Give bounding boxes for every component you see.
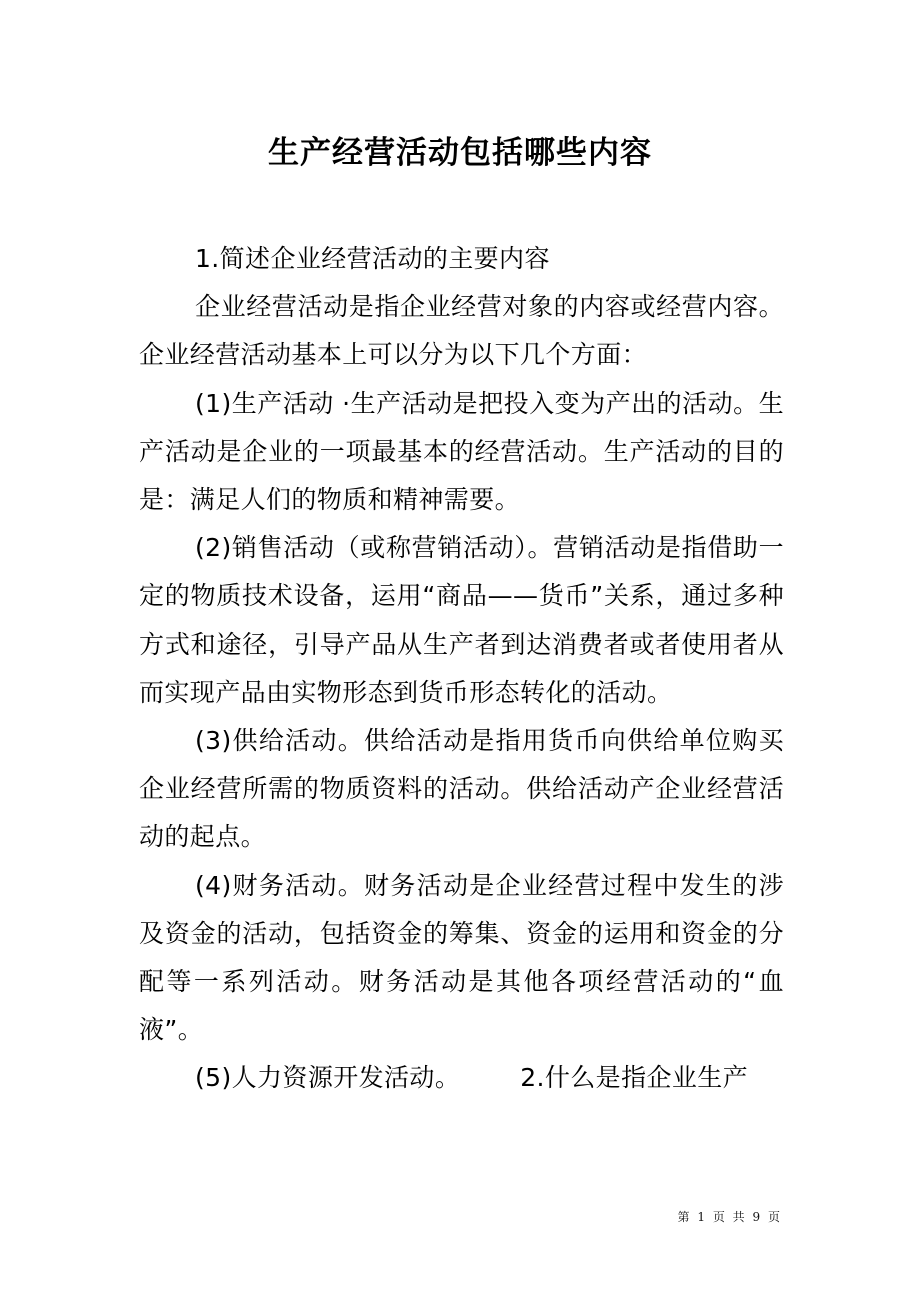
document-body [139, 235, 784, 1103]
footer-suffix: 页 [767, 1210, 782, 1224]
paragraph-7 [139, 1054, 784, 1102]
footer-prefix: 第 [677, 1210, 692, 1224]
page-number-footer [678, 1208, 782, 1226]
footer-page-number: 1 [697, 1210, 708, 1224]
footer-middle: 页 共 [712, 1210, 747, 1224]
paragraph-1: 1.简述企业经营活动的主要内容 [195, 244, 550, 273]
document-title: 生产经营活动包括哪些内容 [268, 135, 652, 171]
paragraph-7-part-2: 2.什么是指企业生产 [520, 1063, 749, 1093]
paragraph-2: 企业经营活动是指企业经营对象的内容或经营内容。企业经营活动基本上可以分为以下几个方面： [139, 292, 784, 370]
paragraph-6: (4)财务活动。财务活动是企业经营过程中发生的涉及资金的活动，包括资金的筹集、资金的运用和资金的分配等一系列活动。财务活动是其他各项经营活动的“血液”。 [139, 870, 784, 1045]
paragraph-5: (3)供给活动。供给活动是指用货币向供给单位购买企业经营所需的物质资料的活动。供给活动产企业经营活动的起点。 [139, 726, 784, 852]
footer-total-pages: 9 [752, 1210, 763, 1224]
paragraph-4: (2)销售活动（或称营销活动）。营销活动是指借助一定的物质技术设备，运用“商品——货币”关系，通过多种方式和途径，引导产品从生产者到达消费者或者使用者从而实现产品由实物形态到货币形态转化的活动。 [139, 533, 784, 707]
paragraph-3: (1)生产活动 ·生产活动是把投入变为产出的活动。生产活动是企业的一项最基本的经营活动。生产活动的目的是：满足人们的物质和精神需要。 [139, 388, 784, 515]
paragraph-7-part-1: (5)人力资源开发活动。 [195, 1063, 461, 1093]
